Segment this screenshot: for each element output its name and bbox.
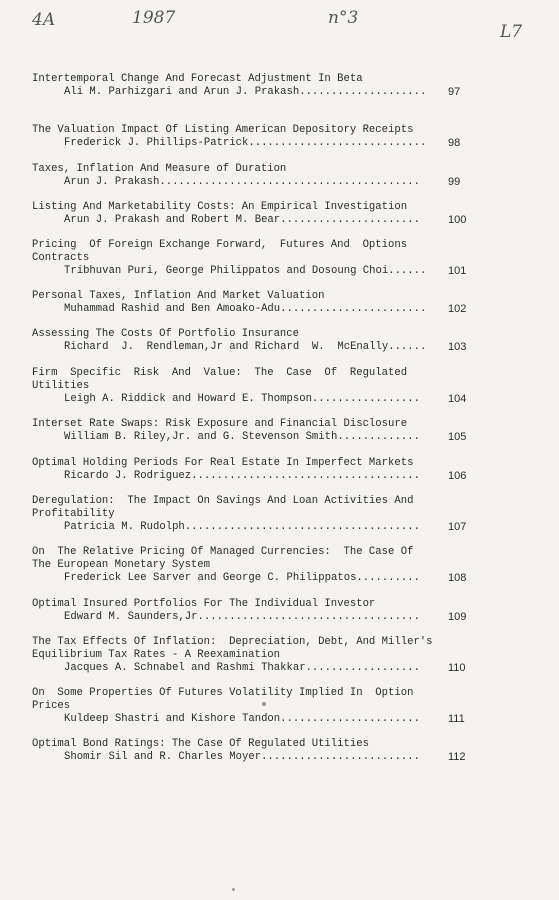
entry-title: Contracts [32, 252, 90, 264]
entry-title: The Tax Effects Of Inflation: Depreciation, Debt, And Miller's [32, 636, 433, 648]
entry-authors: Muhammad Rashid and Ben Amoako-Adu....................... [64, 303, 427, 315]
toc-entry [32, 239, 472, 278]
entry-page-number: 112 [448, 751, 466, 763]
entry-authors: Arun J. Prakash......................................... [64, 176, 421, 188]
entry-title: Firm Specific Risk And Value: The Case Of Regulated [32, 367, 408, 379]
entry-authors: Frederick J. Phillips-Patrick............................ [64, 137, 427, 149]
toc-entry [32, 598, 472, 624]
entry-title: Listing And Marketability Costs: An Empirical Investigation [32, 201, 408, 213]
toc-entry [32, 124, 472, 150]
toc-entry [32, 328, 472, 354]
entry-page-number: 103 [448, 341, 467, 353]
entry-authors: Ricardo J. Rodriguez.................................... [64, 470, 421, 482]
entry-title: Prices [32, 700, 71, 712]
entry-page-number: 109 [448, 611, 467, 623]
toc-entry [32, 738, 472, 764]
smudge [232, 888, 235, 891]
toc-entry [32, 546, 472, 585]
entry-title: Interset Rate Swaps: Risk Exposure and Financial Disclosure [32, 418, 408, 430]
entry-page-number: 101 [448, 265, 467, 277]
entry-page-number: 99 [448, 176, 461, 188]
entry-page-number: 104 [448, 393, 467, 405]
entry-title: Intertemporal Change And Forecast Adjustment In Beta [32, 73, 363, 85]
toc-entry [32, 163, 472, 189]
entry-title: The European Monetary System [32, 559, 211, 571]
entry-title: Profitability [32, 508, 115, 520]
toc-entry [32, 201, 472, 227]
toc-entry [32, 636, 472, 675]
entry-title: Assessing The Costs Of Portfolio Insurance [32, 328, 300, 340]
entry-page-number: 102 [448, 303, 467, 315]
entry-title: Utilities [32, 380, 90, 392]
entry-page-number: 111 [448, 713, 465, 725]
entry-authors: Leigh A. Riddick and Howard E. Thompson................. [64, 393, 421, 405]
entry-authors: Frederick Lee Sarver and George C. Philippatos.......... [64, 572, 421, 584]
handwritten-number: n°3 [328, 8, 359, 28]
entry-page-number: 110 [448, 662, 466, 674]
entry-page-number: 108 [448, 572, 467, 584]
entry-authors: Patricia M. Rudolph..................................... [64, 521, 421, 533]
entry-authors: William B. Riley,Jr. and G. Stevenson Smith............. [64, 431, 421, 443]
entry-title: Optimal Holding Periods For Real Estate In Imperfect Markets [32, 457, 414, 469]
entry-page-number: 105 [448, 431, 467, 443]
toc-entry [32, 457, 472, 483]
entry-authors: Shomir Sil and R. Charles Moyer......................... [64, 751, 421, 763]
handwritten-year: 1987 [132, 8, 176, 28]
entry-authors: Ali M. Parhizgari and Arun J. Prakash.................... [64, 86, 427, 98]
handwritten-corner-mark: L7 [500, 22, 523, 42]
entry-title: Deregulation: The Impact On Savings And Loan Activities And [32, 495, 414, 507]
entry-title: Pricing Of Foreign Exchange Forward, Futures And Options [32, 239, 408, 251]
entry-page-number: 107 [448, 521, 467, 533]
entry-page-number: 98 [448, 137, 461, 149]
handwritten-volume: 4A [32, 10, 56, 30]
entry-title: Optimal Bond Ratings: The Case Of Regulated Utilities [32, 738, 369, 750]
toc-entry [32, 73, 472, 99]
toc-entry [32, 495, 472, 534]
entry-authors: Kuldeep Shastri and Kishore Tandon...................... [64, 713, 421, 725]
entry-title: On The Relative Pricing Of Managed Currencies: The Case Of [32, 546, 414, 558]
toc-entry [32, 367, 472, 406]
entry-title: On Some Properties Of Futures Volatility Implied In Option [32, 687, 414, 699]
entry-authors: Edward M. Saunders,Jr................................... [64, 611, 421, 623]
entry-title: The Valuation Impact Of Listing American Depository Receipts [32, 124, 414, 136]
entry-authors: Jacques A. Schnabel and Rashmi Thakkar.................. [64, 662, 421, 674]
toc-entry [32, 290, 472, 316]
smudge [262, 702, 266, 706]
entry-title: Personal Taxes, Inflation And Market Valuation [32, 290, 325, 302]
toc-entry [32, 418, 472, 444]
entry-title: Optimal Insured Portfolios For The Individual Investor [32, 598, 376, 610]
entry-page-number: 106 [448, 470, 467, 482]
entry-page-number: 97 [448, 86, 461, 98]
toc-entry [32, 687, 472, 726]
entry-title: Equilibrium Tax Rates - A Reexamination [32, 649, 280, 661]
entry-authors: Tribhuvan Puri, George Philippatos and Dosoung Choi...... [64, 265, 427, 277]
entry-title: Taxes, Inflation And Measure of Duration [32, 163, 287, 175]
entry-authors: Arun J. Prakash and Robert M. Bear...................... [64, 214, 421, 226]
entry-page-number: 100 [448, 214, 467, 226]
entry-authors: Richard J. Rendleman,Jr and Richard W. McEnally...... [64, 341, 427, 353]
